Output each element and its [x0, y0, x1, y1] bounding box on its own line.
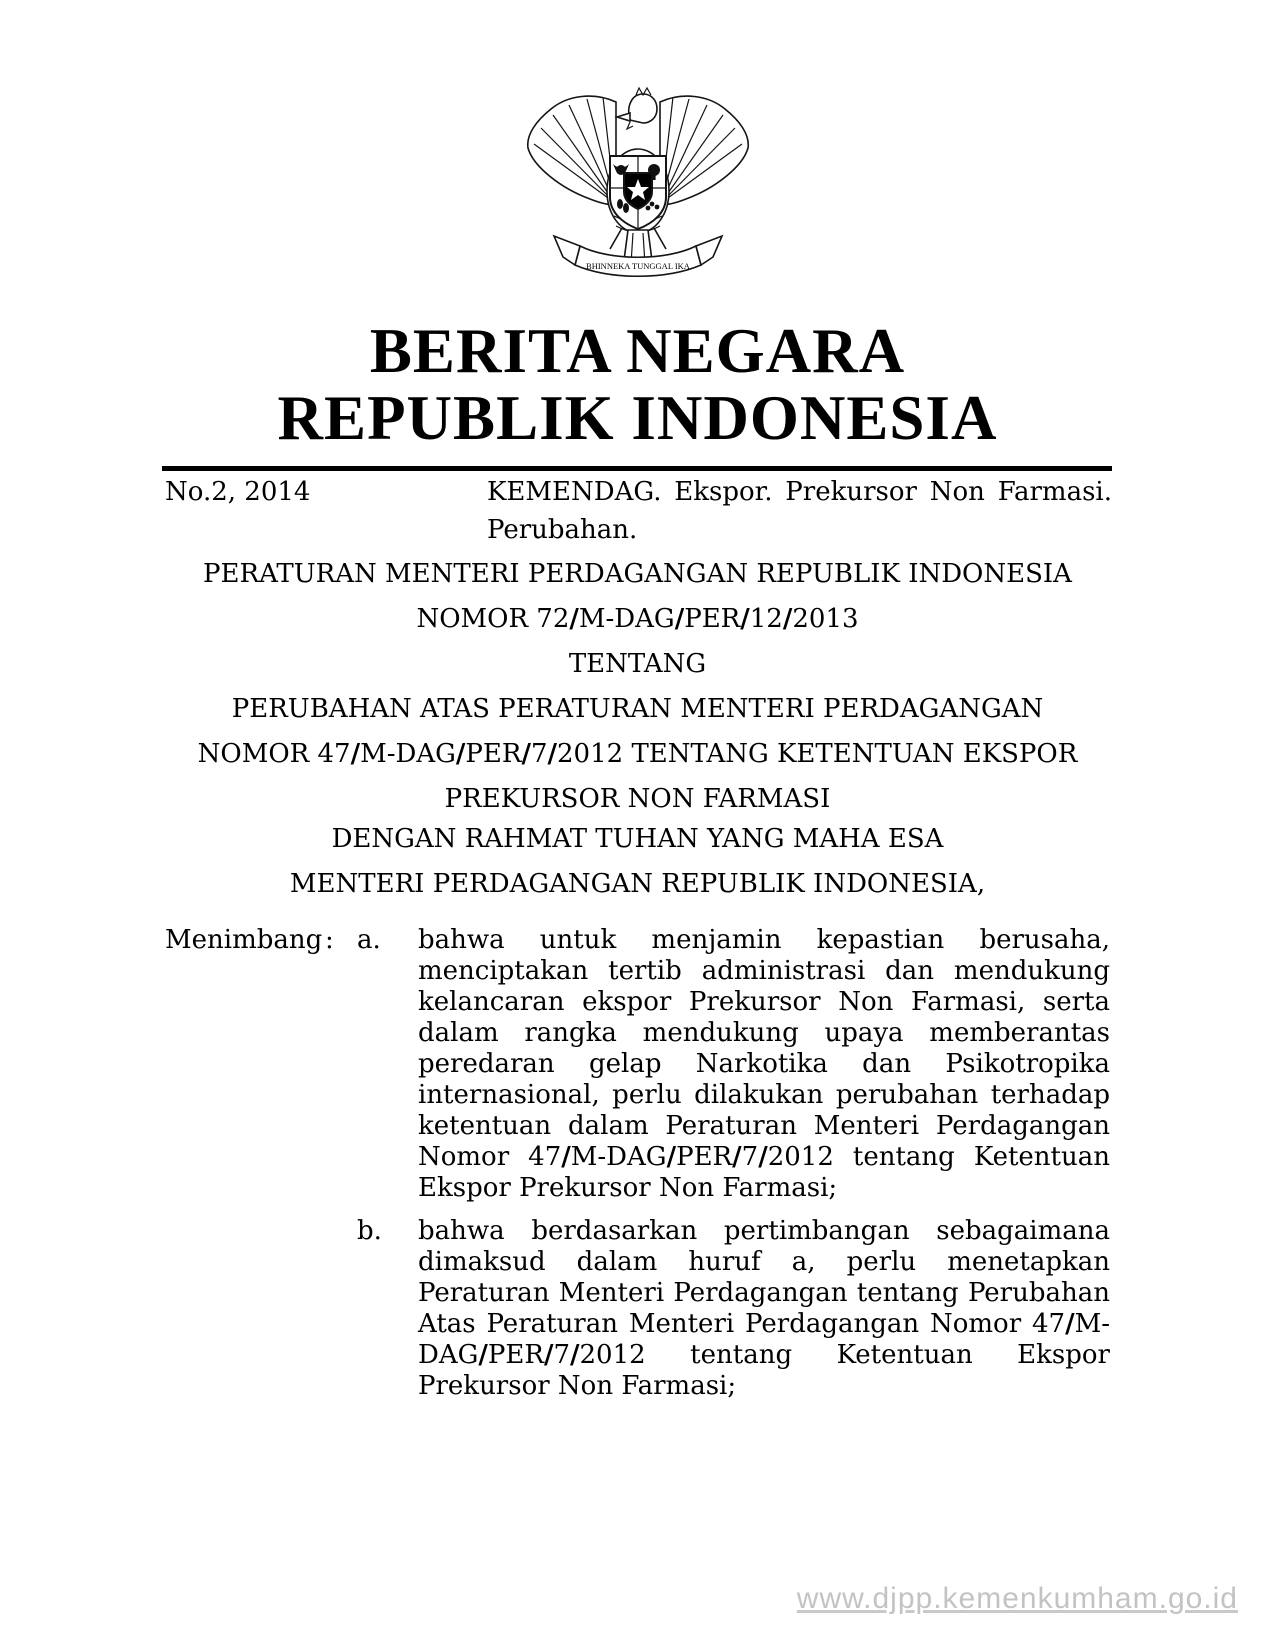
motto-text: BHINNEKA TUNGGAL IKA — [585, 261, 690, 271]
invocation-block — [165, 817, 1110, 907]
garuda-head — [617, 88, 657, 129]
regulation-heading-line3: TENTANG — [568, 649, 707, 679]
consideration-item-b — [357, 1216, 1110, 1402]
regulation-heading-line4: PERUBAHAN ATAS PERATURAN MENTERI PERDAGANGAN — [231, 694, 1044, 724]
regulation-heading-line1: PERATURAN MENTERI PERDAGANGAN REPUBLIK INDONESIA — [203, 559, 1072, 589]
pancasila-shield — [610, 156, 666, 229]
consideration-letter-b: b. — [357, 1216, 382, 1246]
considerations-items — [357, 925, 1110, 1402]
consideration-letter-a: a. — [357, 925, 381, 955]
masthead-divider-rule — [162, 466, 1112, 471]
garuda-emblem-svg — [518, 86, 758, 282]
issue-number: No.2, 2014 — [165, 477, 311, 507]
footer-watermark-url[interactable]: www.djpp.kemenkumham.go.id — [796, 1582, 1238, 1615]
issue-subject: KEMENDAG. Ekspor. Prekursor Non Farmasi. Perubahan. — [487, 477, 1112, 545]
regulation-heading-line2: NOMOR 72/M-DAG/PER/12/2013 — [416, 604, 859, 634]
regulation-heading — [165, 552, 1110, 822]
invocation-line1: DENGAN RAHMAT TUHAN YANG MAHA ESA — [331, 824, 944, 854]
garuda-right-wing — [660, 96, 748, 205]
invocation-line2: MENTERI PERDAGANGAN REPUBLIK INDONESIA, — [289, 869, 986, 899]
gazette-title-line1: BERITA NEGARA — [369, 316, 906, 386]
regulation-heading-line6: PREKURSOR NON FARMASI — [444, 784, 831, 814]
consideration-text-b: bahwa berdasarkan pertimbangan sebagaimana dimaksud dalam huruf a, perlu menetapkan Peraturan Menteri Perdagangan tentang Perubahan Atas Peraturan Menteri Perdagangan Nomor 47/M-DAG/PER/7/2012 tentang Ketentuan Ekspor Prekursor Non Farmasi; — [418, 1216, 1110, 1401]
considerations-colon: : — [325, 925, 334, 955]
consideration-item-a — [357, 925, 1110, 1204]
gazette-title-line2: REPUBLIK INDONESIA — [277, 383, 998, 453]
garuda-pancasila-emblem — [518, 86, 758, 286]
garuda-left-wing — [527, 96, 615, 205]
regulation-heading-line5: NOMOR 47/M-DAG/PER/7/2012 TENTANG KETENTUAN EKSPOR — [197, 739, 1078, 769]
gazette-title — [0, 318, 1275, 452]
consideration-text-a: bahwa untuk menjamin kepastian berusaha, menciptakan tertib administrasi dan mendukung kelancaran ekspor Prekursor Non Farmasi, serta dalam rangka mendukung upaya memberantas peredaran gelap Narkotika dan Psikotropika internasional, perlu dilakukan perubahan terhadap ketentuan dalam Peraturan Menteri Perdagangan Nomor 47/M-DAG/PER/7/2012 tentang Ketentuan Ekspor Prekursor Non Farmasi; — [418, 925, 1110, 1203]
considerations-section — [165, 925, 1110, 1402]
considerations-label: Menimbang — [165, 925, 323, 955]
